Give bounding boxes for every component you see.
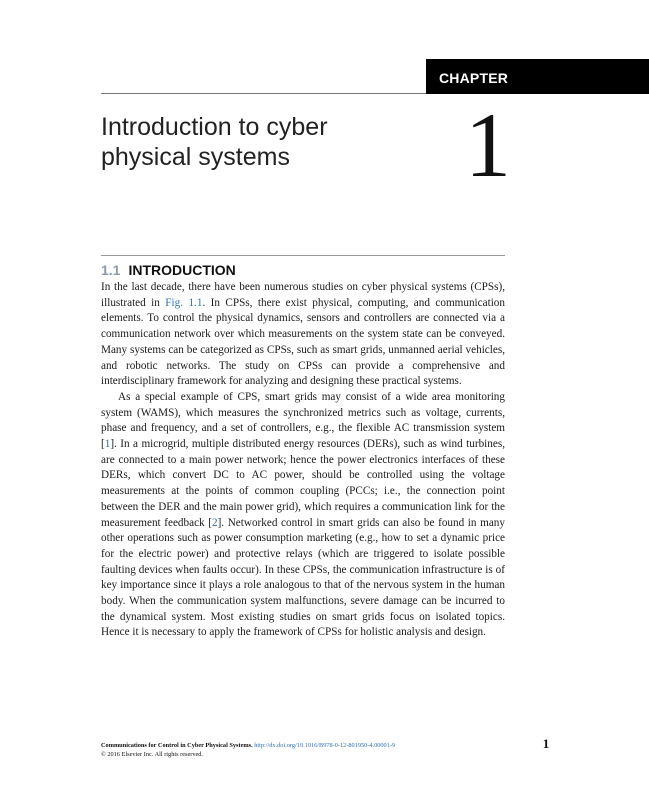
paragraph-1-text-b: . In CPSs, there exist physical, computing, and communication elements. To control the physical dynamics, sensors and controllers are connected via a communication network over which measurements on the system state can be conveyed. Many systems can be categorized as CPSs, such as smart grids, unmanned aerial vehicles, and robotic networks. The study on CPSs can provide a comprehensive and interdisciplinary framework for analyzing and designing these practical systems.: [101, 296, 505, 388]
figure-reference-link[interactable]: Fig. 1.1: [165, 296, 203, 309]
chapter-divider: [101, 93, 426, 94]
paragraph-1-text-a: In the last decade, there have been numerous studies on cyber physical systems (CPSs), illustrated in: [101, 281, 505, 309]
chapter-label: CHAPTER: [426, 59, 649, 94]
copyright-notice: © 2016 Elsevier Inc. All rights reserved.: [101, 751, 204, 758]
paragraph-2-text-c: ]. Networked control in smart grids can also be found in many other operations such as power consumption marketing (e.g., how to set a dynamic price for the electric power) and protective relays (which are triggered to isolate possible faulting devices when faults occur). In these CPSs, the communication infrastructure is of key importance since it plays a role analogous to that of the nervous system in the human body. When the communication system malfunctions, severe damage can be incurred to the dynamical system. Most existing studies on smart grids focus on isolated topics. Hence it is necessary to apply the framework of CPSs for holistic analysis and design.: [101, 516, 505, 639]
doi-link[interactable]: http://dx.doi.org/10.1016/B978-0-12-801950-4.00001-9: [254, 742, 396, 749]
paragraph-2-text-b: ]. In a microgrid, multiple distributed energy resources (DERs), such as wind turbines, are connected to a main power network; hence the power electronics interfaces of these DERs, which convert DC to AC power, should be controlled using the voltage measurements at the points of common coupling (PCCs; i.e., the connection point between the DER and the main power grid), which requires a communication link for the measurement feedback [: [101, 438, 505, 529]
section-heading: [101, 261, 236, 279]
chapter-number: 1: [465, 94, 511, 196]
paragraph-2: [101, 390, 505, 641]
citation-link-2[interactable]: 2: [211, 516, 218, 529]
section-divider: [101, 255, 505, 256]
footer-citation: [101, 741, 505, 750]
section-number: 1.1: [101, 262, 121, 278]
section-title: INTRODUCTION: [128, 262, 236, 278]
paragraph-1: [101, 280, 505, 390]
paragraph-2-text-a: As a special example of CPS, smart grids may consist of a wide area monitoring system (WAMS), which measures the synchronized metrics such as voltage, currents, phase and frequency, and a set of controllers, e.g., the flexible AC transmission system [: [101, 390, 505, 451]
book-title: Communications for Control in Cyber Physical Systems.: [101, 742, 253, 749]
body-text: [101, 280, 505, 641]
chapter-title-line-1: Introduction to cyber: [101, 113, 328, 141]
page-footer: [101, 741, 505, 759]
chapter-title-line-2: physical systems: [101, 143, 290, 171]
chapter-title: [101, 112, 421, 172]
page-number: 1: [542, 736, 550, 751]
citation-link-1[interactable]: 1: [104, 438, 111, 451]
